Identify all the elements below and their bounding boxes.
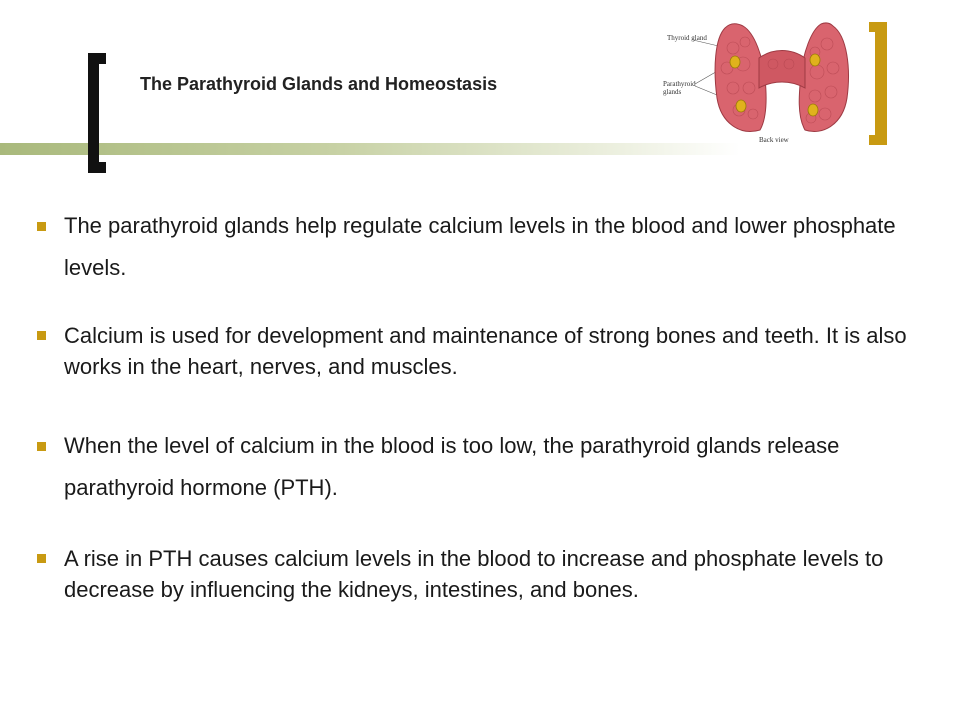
thyroid-gland-label: Thyroid gland	[667, 34, 707, 42]
bullet-text: When the level of calcium in the blood is too low, the parathyroid glands release parathyroid hormone (PTH).	[64, 433, 840, 500]
bullet-item	[64, 320, 944, 382]
left-bracket-decoration	[88, 53, 99, 173]
back-view-label: Back view	[759, 136, 789, 144]
bullet-item	[64, 543, 944, 605]
bullet-text: Calcium is used for development and maintenance of strong bones and teeth. It is also works in the heart, nerves, and muscles.	[64, 323, 907, 379]
bullet-marker-icon	[37, 222, 46, 231]
bullet-text: The parathyroid glands help regulate calcium levels in the blood and lower phosphate levels.	[64, 213, 896, 280]
right-bracket-decoration	[875, 22, 887, 145]
header-divider-rule	[0, 143, 740, 155]
bullet-item	[64, 205, 944, 289]
bullet-marker-icon	[37, 331, 46, 340]
slide-title: The Parathyroid Glands and Homeostasis	[140, 74, 498, 94]
bullet-item	[64, 425, 944, 509]
thyroid-illustration	[655, 18, 870, 148]
thyroid-drawing	[655, 18, 870, 148]
bullet-marker-icon	[37, 554, 46, 563]
bullet-marker-icon	[37, 442, 46, 451]
parathyroid-glands-label: Parathyroid glands	[663, 80, 696, 96]
bullet-text: A rise in PTH causes calcium levels in the blood to increase and phosphate levels to decrease by influencing the kidneys, intestines, and bones.	[64, 546, 884, 602]
